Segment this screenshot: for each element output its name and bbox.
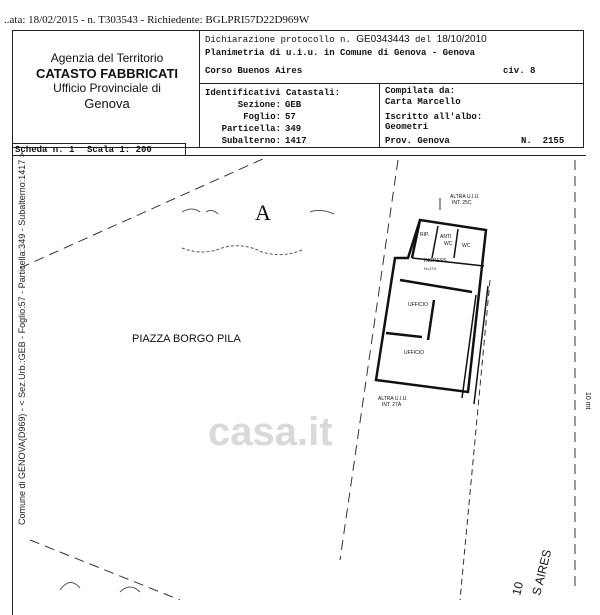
cadastral-header-box: Agenzia del Territorio CATASTO FABBRICATI Ufficio Provinciale di Genova Dichiarazione protocollo n. GE0343443 del 18/10/2010 Planimetria di u.i.u. in Comune di Genova - Genova Corso Buenos Aires civ. 8 Identificativi Catastali: Sezione: GEB Foglio: 57 Particella: 349 Subalterno: 1417 Compilata da: Carta Marcello Iscritto all'albo: Geometri Prov. Genova N. 2155 bbox=[12, 30, 584, 148]
bottom-street-label: S AIRES bbox=[529, 548, 555, 597]
agency-city: Genova bbox=[84, 96, 130, 111]
sezione-value: GEB bbox=[285, 100, 302, 110]
albo-value: Geometri bbox=[385, 122, 429, 132]
declaration-line: Dichiarazione protocollo n. GE0343443 del 18/10/2010 bbox=[205, 34, 487, 45]
wall bbox=[432, 226, 438, 258]
handwritten-mark bbox=[60, 582, 140, 592]
subalterno-value: 1417 bbox=[285, 136, 307, 146]
wall bbox=[412, 258, 484, 266]
altra-bottom-int: INT. 27A bbox=[382, 402, 402, 408]
wall bbox=[400, 280, 472, 292]
room-ufficio1: UFFICIO bbox=[408, 302, 428, 308]
handwritten-mark bbox=[182, 209, 218, 214]
room-ufficio2: UFFICIO bbox=[404, 350, 424, 356]
identifiers-title: Identificativi Catastali: bbox=[205, 88, 341, 98]
address: Corso Buenos Aires bbox=[205, 66, 303, 76]
agency-office: Ufficio Provinciale di bbox=[53, 81, 161, 95]
room-height: H=274 bbox=[424, 266, 436, 271]
compiler-name: Carta Marcello bbox=[385, 97, 461, 107]
planimetry-line: Planimetria di u.i.u. in Comune di Genova - Genova bbox=[205, 48, 476, 58]
declaration-date: 18/10/2010 bbox=[436, 34, 487, 45]
scale-label: Scala 1: 200 bbox=[87, 145, 152, 155]
side-identifier-text: Comune di GENOVA(D969) - < Sez.Urb.:GEB - Foglio:57 - Particella:349 - Subalterno:1417 > bbox=[17, 151, 27, 525]
corridor-line bbox=[474, 286, 488, 404]
boundary-line bbox=[30, 540, 180, 600]
room-anti: ANTI bbox=[440, 234, 452, 240]
room-wc1: WC bbox=[444, 241, 453, 247]
handwritten-mark bbox=[182, 246, 302, 255]
agency-name: Agenzia del Territorio bbox=[50, 51, 164, 65]
scale-note: 10 mt bbox=[584, 392, 591, 410]
declaration-number: GE0343443 bbox=[356, 34, 410, 45]
header-info-line: ..ata: 18/02/2015 - n. T303543 - Richiedente: BGLPRI57D22D969W bbox=[4, 14, 310, 26]
wall bbox=[428, 300, 434, 340]
compiler-title: Compilata da: bbox=[385, 86, 456, 96]
boundary-line bbox=[20, 158, 265, 268]
register-number: N. 2155 bbox=[521, 136, 565, 146]
civic-number: civ. 8 bbox=[503, 66, 536, 76]
province: Prov. Genova bbox=[385, 136, 450, 146]
handwritten-mark bbox=[310, 210, 334, 214]
room-wc2: WC bbox=[462, 243, 471, 249]
altra-bottom-label: ALTRA U.I.U. bbox=[378, 396, 408, 402]
altra-top-int: INT. 25C bbox=[452, 200, 472, 206]
wall bbox=[454, 229, 458, 258]
watermark: casa.it bbox=[208, 410, 333, 454]
room-ingresso: INGRESS bbox=[424, 258, 447, 264]
particella-value: 349 bbox=[285, 124, 302, 134]
boundary-line bbox=[340, 160, 398, 560]
albo-label: Iscritto all'albo: bbox=[385, 112, 483, 122]
bottom-number: 10 bbox=[509, 580, 527, 597]
foglio-value: 57 bbox=[285, 112, 296, 122]
room-rip: RIP. bbox=[420, 232, 430, 238]
handwritten-a: A bbox=[255, 200, 271, 225]
agency-title: CATASTO FABBRICATI bbox=[35, 66, 179, 81]
scheda-label: Scheda n. 1 bbox=[15, 145, 75, 155]
wall bbox=[386, 333, 422, 337]
piazza-label: PIAZZA BORGO PILA bbox=[132, 333, 241, 345]
altra-top-label: ALTRA U.I.U. bbox=[450, 194, 480, 200]
